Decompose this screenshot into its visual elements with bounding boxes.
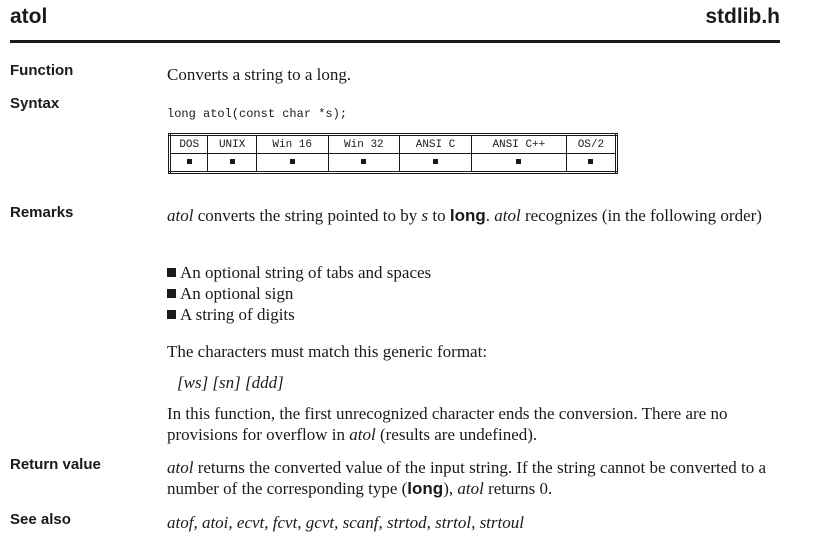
see-also-label: See also [10, 511, 71, 528]
function-text: Converts a string to a long. [167, 65, 352, 84]
compat-col-dos: DOS [170, 135, 208, 154]
generic-format: [ws] [sn] [ddd] [177, 373, 284, 392]
compat-col-ansi-cpp: ANSI C++ [471, 135, 566, 154]
supported-mark-icon [290, 159, 295, 164]
fn-name: atol [494, 206, 521, 225]
supported-mark-icon [187, 159, 192, 164]
compatibility-marks-row [170, 154, 617, 173]
format-intro: The characters must match this generic format: [167, 342, 488, 361]
syntax-label: Syntax [10, 95, 60, 112]
list-item: A string of digits [167, 304, 431, 325]
function-label: Function [10, 62, 74, 79]
list-item: An optional sign [167, 283, 431, 304]
remarks-intro: atol converts the string pointed to by s to long. atol recognizes (in the following order) [167, 206, 762, 225]
return-value-text: atol returns the converted value of the input string. If the string cannot be converted to a number of the corresponding type (long), atol returns 0. [167, 458, 767, 498]
compat-col-win16: Win 16 [256, 135, 328, 154]
bullet-icon [167, 310, 176, 319]
type-keyword: long [449, 206, 486, 225]
syntax-code: long atol(const char *s); [167, 107, 348, 121]
compat-col-unix: UNIX [208, 135, 256, 154]
bullet-icon [167, 289, 176, 298]
remarks-note: In this function, the first unrecognized character ends the conversion. There are no provisions for overflow in atol (results are undefined). [167, 404, 728, 444]
supported-mark-icon [588, 159, 593, 164]
fn-name: atol [167, 458, 194, 477]
remarks-label: Remarks [10, 204, 74, 221]
supported-mark-icon [230, 159, 235, 164]
fn-name: atol [167, 206, 194, 225]
compatibility-header-row [170, 135, 617, 154]
supported-mark-icon [516, 159, 521, 164]
compat-col-os2: OS/2 [566, 135, 616, 154]
supported-mark-icon [433, 159, 438, 164]
bullet-icon [167, 268, 176, 277]
compatibility-table [168, 133, 618, 174]
compat-col-ansi-c: ANSI C [400, 135, 472, 154]
fn-name: atol [349, 425, 376, 444]
compat-col-win32: Win 32 [328, 135, 400, 154]
list-item: An optional string of tabs and spaces [167, 262, 431, 283]
remarks-bullet-list [167, 262, 431, 325]
supported-mark-icon [361, 159, 366, 164]
header-rule [10, 40, 780, 43]
arg-name: s [421, 206, 429, 225]
type-keyword: long [407, 479, 444, 498]
see-also-links: atof, atoi, ecvt, fcvt, gcvt, scanf, strtod, strtol, strtoul [167, 513, 524, 532]
return-value-label: Return value [10, 456, 101, 473]
fn-name: atol [457, 479, 484, 498]
page-title: atol [10, 5, 48, 28]
header-file: stdlib.h [705, 5, 780, 28]
